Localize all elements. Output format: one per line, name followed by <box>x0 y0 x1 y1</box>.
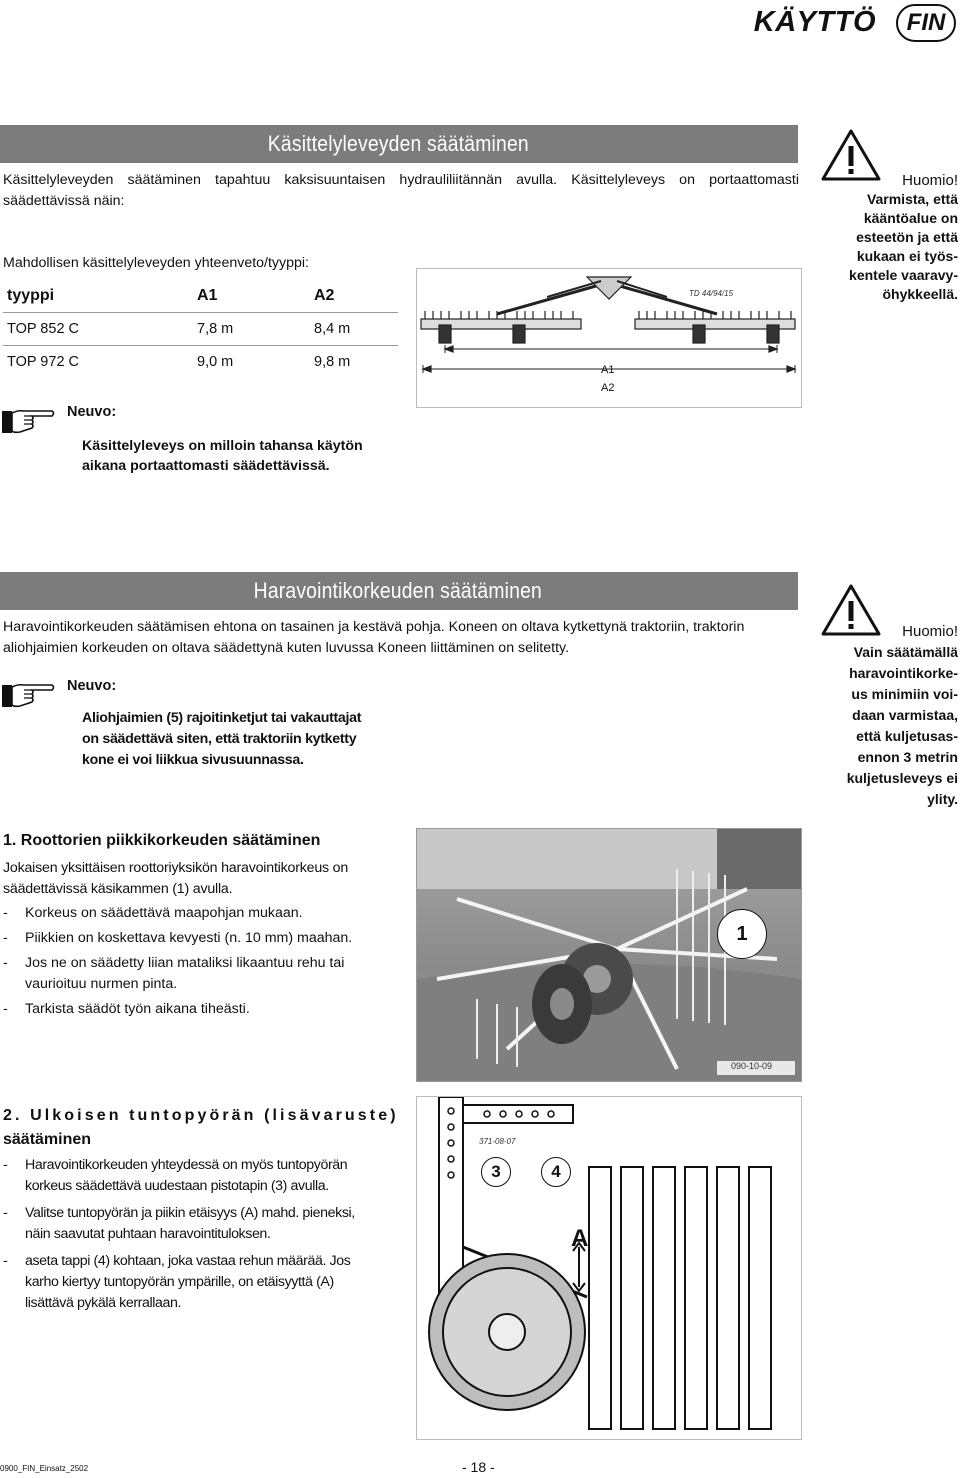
list-text: Jos ne on säädetty liian mataliksi likaantuu rehu tai <box>25 955 345 971</box>
list-item: - Haravointikorkeuden yhteydessä on myös tuntopyörän korkeus säädettävä uudestaan pistotapin (3) avulla. <box>3 1157 348 1194</box>
pointing-hand-icon <box>0 405 56 440</box>
tip-text-1 <box>82 436 363 476</box>
warning-box-1 <box>808 171 958 304</box>
warning-line: kuljetusleveys ei <box>846 770 958 786</box>
callout-3: 3 <box>481 1157 511 1187</box>
tip-label: Neuvo: <box>67 678 117 694</box>
pointing-hand-icon-svg <box>0 405 56 435</box>
header-title: KÄYTTÖ <box>753 6 876 38</box>
table-header: A2 <box>302 280 398 313</box>
list-bullet: - <box>3 905 8 921</box>
table-cell: TOP 852 C <box>3 313 197 346</box>
list-text: näin saavutat puhtaan haravointituloksen. <box>25 1226 271 1242</box>
warning-line: ennon 3 metrin <box>857 749 958 765</box>
callout-1: 1 <box>717 909 767 959</box>
warning-line: Vain säätämällä <box>853 644 958 660</box>
list-text: Tarkista säädöt työn aikana tiheästi. <box>25 1001 250 1017</box>
tip-text-2 <box>82 708 361 771</box>
list-text: lisättävä pykälä kerrallaan. <box>25 1295 181 1311</box>
list-text: Korkeus on säädettävä maapohjan mukaan. <box>25 905 303 921</box>
table-cell: 9,8 m <box>314 354 351 370</box>
table-cell: 9,0 m <box>197 354 234 370</box>
list-bullet: - <box>3 955 8 971</box>
table-header: A1 <box>197 280 302 313</box>
step2-list <box>3 1155 403 1314</box>
doc-code: 0900_FIN_Einsatz_2502 <box>0 1464 89 1473</box>
pointing-hand-icon <box>0 679 56 714</box>
warning-line: kentele vaaravy- <box>849 267 958 283</box>
warning-line: us minimiin voi- <box>851 686 958 702</box>
warning-title: Huomio! <box>902 623 958 640</box>
list-text: aseta tappi (4) kohtaan, joka vastaa rehun määrää. Jos <box>25 1253 351 1269</box>
warning-line: kukaan ei työs- <box>856 248 958 264</box>
table-row <box>3 346 398 379</box>
rotor-height-photo <box>416 828 802 1082</box>
list-item <box>3 928 403 949</box>
feeler-wheel-illustration <box>417 1097 801 1439</box>
list-item: - aseta tappi (4) kohtaan, joka vastaa rehun määrää. Jos karho kiertyy tuntopyörän ympärille, on etäisyyttä (A) lisättävä pykälä kerrallaan. <box>3 1253 351 1311</box>
section1-intro: Käsittelyleveyden säätäminen tapahtuu kaksisuuntaisen hydrauliliitännän avulla. Käsittelyleveys on portaattomasti säädettävissä näin: <box>3 172 799 209</box>
table-cell: 7,8 m <box>197 313 302 346</box>
table-header: tyyppi <box>3 280 197 313</box>
tip-label: Neuvo: <box>67 404 117 420</box>
section2-intro <box>3 617 803 659</box>
tip-line: kone ei voi liikkua sivusuunnassa. <box>82 752 304 768</box>
tip-line: Aliohjaimien (5) rajoitinketjut tai vakauttajat <box>82 710 362 726</box>
step1-title: 1. Roottorien piikkikorkeuden säätäminen <box>3 832 321 849</box>
warning-line: daan varmistaa, <box>852 707 958 723</box>
list-text: korkeus säädettävä uudestaan pistotapin (3) avulla. <box>25 1178 329 1194</box>
intro-line: aliohjaimien korkeuden on oltava säädettynä kuten luvussa Koneen liittäminen on selitetty. <box>3 640 570 656</box>
list-text: karho kiertyy tuntopyörän ympärille, on etäisyyttä (A) <box>25 1274 334 1290</box>
step1-body <box>3 858 348 900</box>
table-cell: 8,4 m <box>302 313 398 346</box>
body-line: säädettävissä käsikammen (1) avulla. <box>3 881 233 897</box>
warning-line: öhykkeellä. <box>882 286 958 302</box>
list-item <box>3 999 403 1020</box>
feeler-wheel-drawing <box>416 1096 802 1440</box>
tip-line: aikana portaattomasti säädettävissä. <box>82 458 330 474</box>
title-line: säätäminen <box>3 1131 92 1148</box>
rake-width-diagram <box>416 268 802 408</box>
diagram-ref: TD 44/94/15 <box>689 289 734 298</box>
page-number: - 18 - <box>462 1459 495 1475</box>
step2-title <box>3 1104 399 1152</box>
distance-label-a: A <box>571 1225 589 1252</box>
table-row <box>3 313 398 346</box>
label-a2: A2 <box>601 382 615 394</box>
warning-line: esteetön ja että <box>856 229 958 245</box>
title-line: 2. Ulkoisen tuntopyörän (lisävaruste) <box>3 1107 399 1124</box>
list-item: - Valitse tuntopyörän ja piikin etäisyys (A) mahd. pieneksi, näin saavutat puhtaan haravointituloksen. <box>3 1205 355 1242</box>
tip-line: on säädettävä siten, että traktoriin kytketty <box>82 731 357 747</box>
list-text: Piikkien on koskettava kevyesti (n. 10 mm) maahan. <box>25 930 353 946</box>
warning-title: Huomio! <box>902 172 958 189</box>
table-cell: TOP 972 C <box>7 354 80 370</box>
list-item <box>3 903 403 924</box>
list-text: Valitse tuntopyörän ja piikin etäisyys (A) mahd. pieneksi, <box>25 1205 355 1221</box>
language-badge: FIN <box>896 4 956 42</box>
step1-list <box>3 903 403 1020</box>
working-width-table <box>3 280 398 378</box>
list-text: Haravointikorkeuden yhteydessä on myös tuntopyörän <box>25 1157 348 1173</box>
warning-line: haravointikorke- <box>849 665 958 681</box>
list-bullet: - <box>3 930 8 946</box>
intro-line: Haravointikorkeuden säätämisen ehtona on tasainen ja kestävä pohja. Koneen on oltava kytkettynä traktoriin, traktorin <box>3 619 745 635</box>
list-item <box>3 953 403 995</box>
pointing-hand-icon-svg <box>0 679 56 709</box>
warning-box-2 <box>808 621 958 810</box>
drawing-ref: 371-08-07 <box>479 1137 516 1146</box>
warning-line: Varmista, että <box>866 191 958 207</box>
list-bullet: - <box>3 1001 8 1017</box>
section-title-working-width: Käsittelyleveyden säätäminen <box>0 125 798 163</box>
summary-title: Mahdollisen käsittelyleveyden yhteenveto/tyyppi: <box>3 255 309 271</box>
tip-line: Käsittelyleveys on milloin tahansa käytön <box>82 438 363 454</box>
warning-line: että kuljetusas- <box>856 728 958 744</box>
photo-ref: 090-10-09 <box>731 1061 773 1071</box>
table-header-row <box>3 280 398 313</box>
callout-4: 4 <box>541 1157 571 1187</box>
list-text: vaurioituu nurmen pinta. <box>25 976 178 992</box>
body-line: Jokaisen yksittäisen roottoriyksikön haravointikorkeus on <box>3 860 349 876</box>
section-title-raking-height: Haravointikorkeuden säätäminen <box>0 572 798 610</box>
warning-line: ylity. <box>927 791 958 807</box>
label-a1: A1 <box>601 364 615 376</box>
warning-line: kääntöalue on <box>863 210 958 226</box>
